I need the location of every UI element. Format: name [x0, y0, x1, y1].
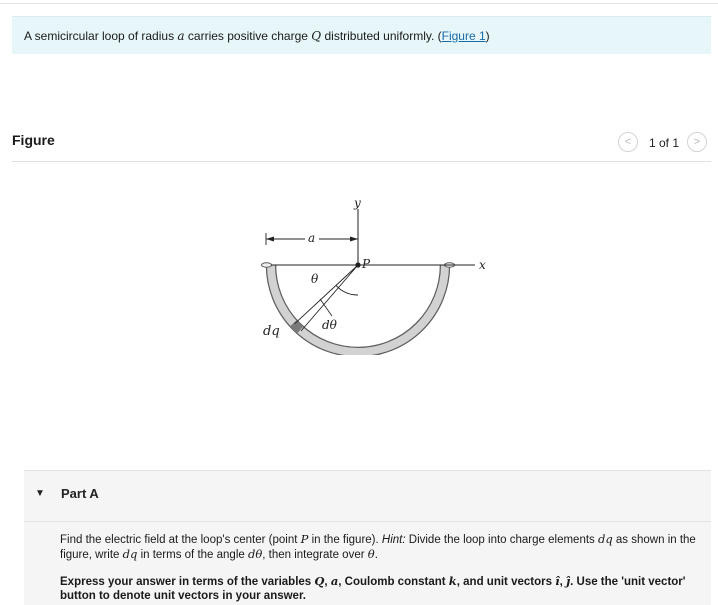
label-theta: θ — [311, 272, 319, 286]
instruction-text: , Coulomb constant — [338, 576, 449, 588]
var-Q: Q — [311, 29, 322, 43]
label-a: a — [308, 231, 316, 245]
unit-vector-j: ĵ — [565, 574, 571, 588]
chevron-right-icon: > — [693, 136, 701, 148]
instruction-text: , — [559, 576, 566, 588]
instruction-text: . Use the 'unit vector' button to denote unit vectors in your answer. — [60, 576, 686, 602]
next-figure-button[interactable] — [687, 132, 707, 152]
figure-pager — [616, 132, 712, 154]
ray-to-dq-start — [295, 265, 358, 324]
part-a-question — [60, 532, 710, 562]
figure-heading: Figure — [12, 132, 55, 148]
question-text: Find the electric field at the loop's center (point — [60, 534, 301, 546]
label-p: P — [362, 257, 371, 271]
question-text: in the figure). — [308, 534, 382, 546]
chevron-left-icon: < — [624, 136, 632, 148]
label-y: y — [354, 196, 361, 210]
question-text: . — [374, 549, 378, 561]
figure-1-link[interactable]: Figure 1 — [441, 29, 486, 43]
pager-count: 1 of 1 — [649, 136, 680, 150]
var-dq: dq — [597, 532, 613, 546]
instruction-text: Express your answer in terms of the variables — [60, 576, 315, 588]
instruction-text: , — [324, 576, 331, 588]
part-a-panel — [24, 470, 711, 605]
question-text: as shown in the figure, write — [60, 534, 696, 561]
collapse-caret-icon[interactable]: ▼ — [35, 488, 45, 499]
part-a-title[interactable]: Part A — [61, 486, 99, 501]
var-P: P — [300, 532, 309, 546]
var-Q: Q — [314, 574, 325, 588]
problem-text-close: ) — [485, 29, 490, 43]
problem-text-end: distributed uniformly. ( — [321, 29, 442, 43]
figure-divider — [12, 161, 711, 162]
problem-text-intro: A semicircular loop of radius — [24, 29, 178, 43]
instruction-text: , and unit vectors — [456, 576, 556, 588]
var-k: k — [448, 574, 457, 588]
label-dq: dq — [263, 324, 280, 339]
part-a-instructions — [60, 574, 710, 603]
label-dtheta: dθ — [322, 318, 337, 332]
semicircle-diagram — [250, 195, 510, 355]
unit-vector-i: î — [555, 574, 560, 588]
top-divider — [0, 3, 718, 4]
var-theta: θ — [367, 547, 375, 561]
question-text: in terms of the angle — [137, 549, 248, 561]
semicircle-loop — [271, 265, 445, 352]
hint-label: Hint: — [381, 534, 406, 546]
loop-left-end — [262, 263, 272, 267]
radius-arrow-left — [266, 237, 274, 242]
previous-figure-button[interactable] — [618, 132, 638, 152]
question-text: , then integrate over — [262, 549, 368, 561]
question-text: Divide the loop into charge elements — [405, 534, 598, 546]
label-x: x — [479, 258, 486, 272]
var-a: a — [177, 29, 185, 43]
problem-text-mid: carries positive charge — [184, 29, 312, 43]
problem-statement — [12, 16, 711, 54]
part-a-divider — [24, 521, 711, 522]
var-dq: dq — [122, 547, 138, 561]
point-p — [355, 262, 360, 267]
semicircle-loop-fill — [271, 265, 445, 352]
charge-element-dq — [293, 323, 300, 330]
radius-arrow-right — [350, 237, 358, 242]
var-dtheta: dθ — [247, 547, 263, 561]
var-a: a — [330, 574, 339, 588]
